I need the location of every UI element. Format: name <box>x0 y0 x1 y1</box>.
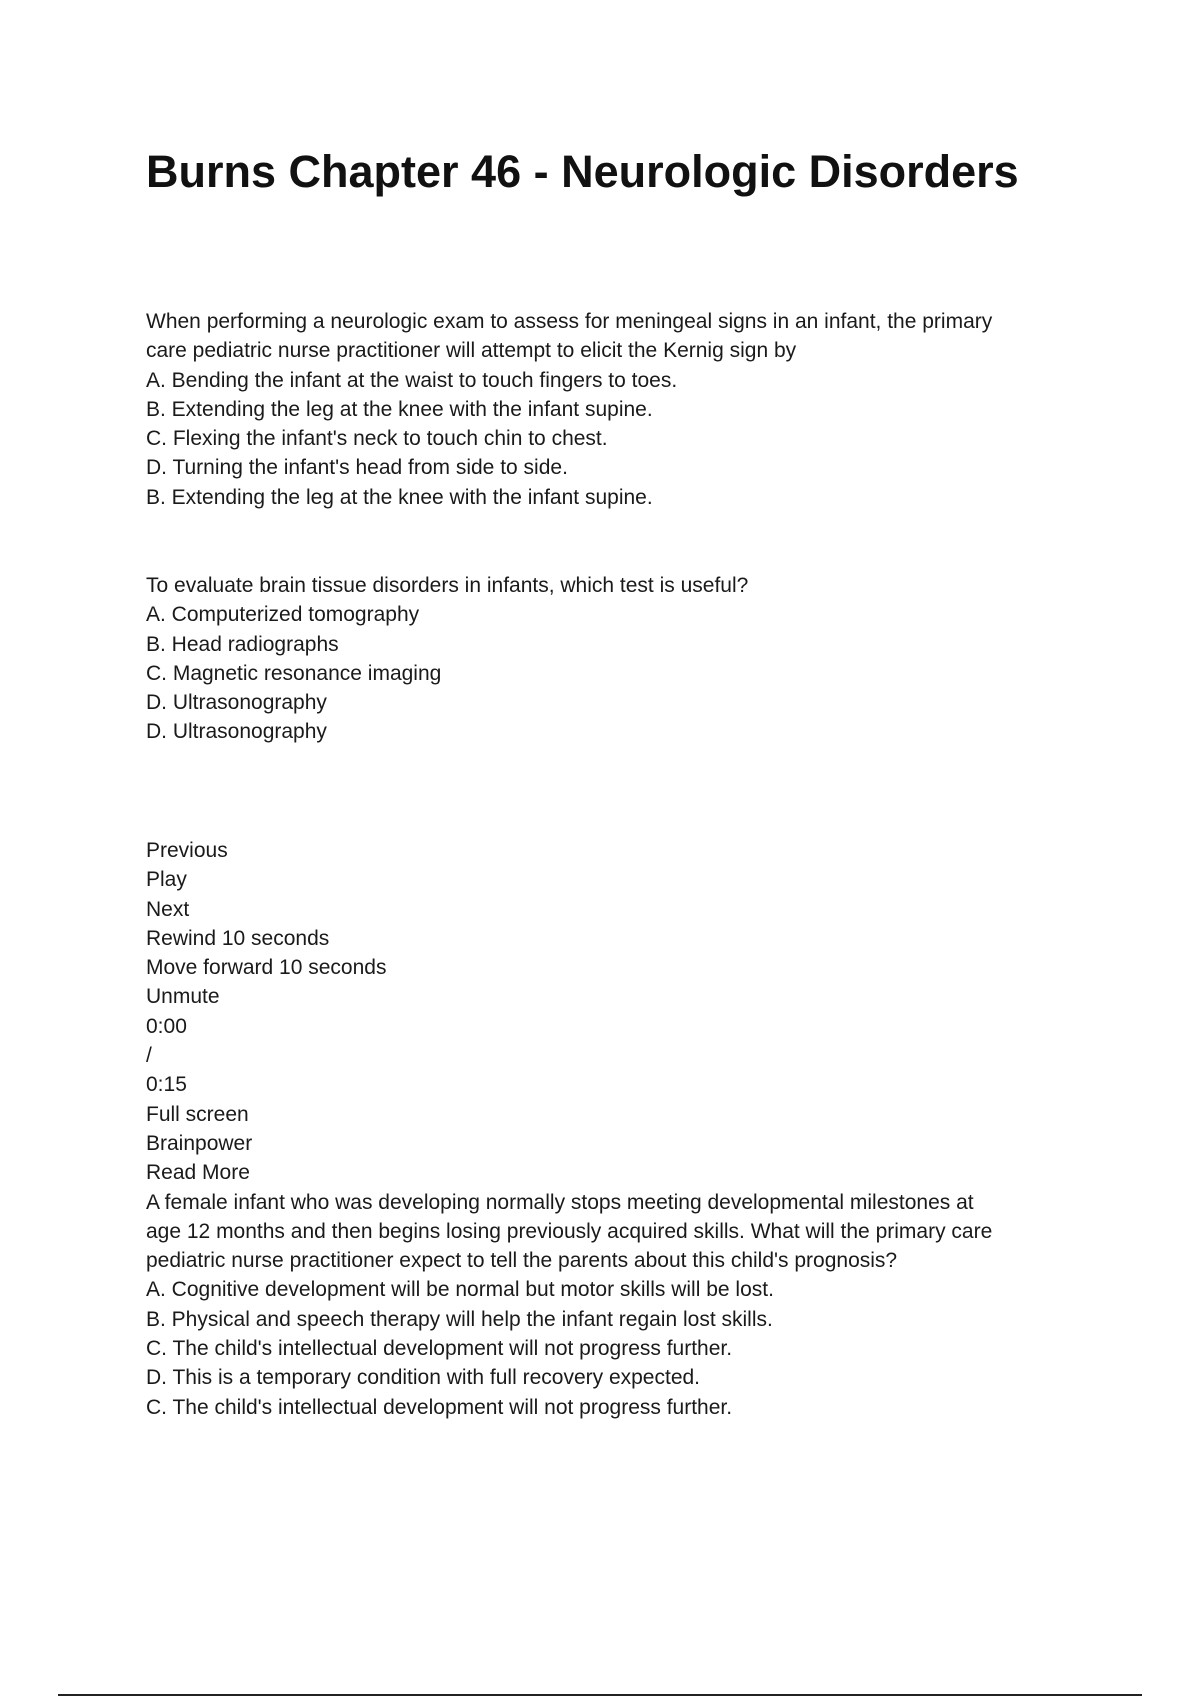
question-stem-line: To evaluate brain tissue disorders in infants, which test is useful? <box>146 574 749 597</box>
read-more-link[interactable]: Read More <box>146 1161 250 1185</box>
time-separator: / <box>146 1044 152 1068</box>
current-time: 0:00 <box>146 1014 187 1038</box>
answer-option-c: C. The child's intellectual development will not progress further. <box>146 1337 733 1361</box>
correct-answer: D. Ultrasonography <box>146 720 327 744</box>
page-title: Burns Chapter 46 - Neurologic Disorders <box>146 146 1019 197</box>
answer-option-c: C. Flexing the infant's neck to touch chin to chest. <box>146 427 608 451</box>
play-button[interactable]: Play <box>146 868 187 892</box>
fullscreen-button[interactable]: Full screen <box>146 1102 249 1126</box>
answer-option-b: B. Head radiographs <box>146 632 339 656</box>
duration: 0:15 <box>146 1073 187 1097</box>
answer-option-a: A. Cognitive development will be normal but motor skills will be lost. <box>146 1278 774 1302</box>
answer-option-c: C. Magnetic resonance imaging <box>146 661 442 685</box>
question-1 <box>146 307 1066 512</box>
question-stem-line: A female infant who was developing normally stops meeting developmental milestones at <box>146 1190 974 1214</box>
rewind-button[interactable]: Rewind 10 seconds <box>146 926 330 950</box>
forward-button[interactable]: Move forward 10 seconds <box>146 956 387 980</box>
unmute-button[interactable]: Unmute <box>146 985 220 1009</box>
question-2 <box>146 571 1066 747</box>
question-stem-line: When performing a neurologic exam to assess for meningeal signs in an infant, the primary <box>146 310 993 333</box>
answer-option-d: D. This is a temporary condition with full recovery expected. <box>146 1366 701 1390</box>
correct-answer: B. Extending the leg at the knee with the infant supine. <box>146 485 653 509</box>
answer-option-a: A. Computerized tomography <box>146 603 420 627</box>
answer-option-d: D. Turning the infant's head from side to side. <box>146 456 568 480</box>
answer-option-d: D. Ultrasonography <box>146 691 327 715</box>
next-button[interactable]: Next <box>146 897 190 921</box>
question-stem-line: care pediatric nurse practitioner will attempt to elicit the Kernig sign by <box>146 339 797 363</box>
correct-answer: C. The child's intellectual development will not progress further. <box>146 1395 733 1419</box>
question-stem-line: age 12 months and then begins losing previously acquired skills. What will the primary care <box>146 1219 993 1243</box>
answer-option-b: B. Extending the leg at the knee with the infant supine. <box>146 397 653 421</box>
question-stem-line: pediatric nurse practitioner expect to tell the parents about this child's prognosis? <box>146 1249 898 1273</box>
footer-divider <box>58 1694 1142 1696</box>
previous-button[interactable]: Previous <box>146 839 228 862</box>
answer-option-b: B. Physical and speech therapy will help the infant regain lost skills. <box>146 1307 773 1331</box>
video-player-text <box>146 836 1066 1422</box>
answer-option-a: A. Bending the infant at the waist to touch fingers to toes. <box>146 368 678 392</box>
brand-label: Brainpower <box>146 1131 253 1155</box>
